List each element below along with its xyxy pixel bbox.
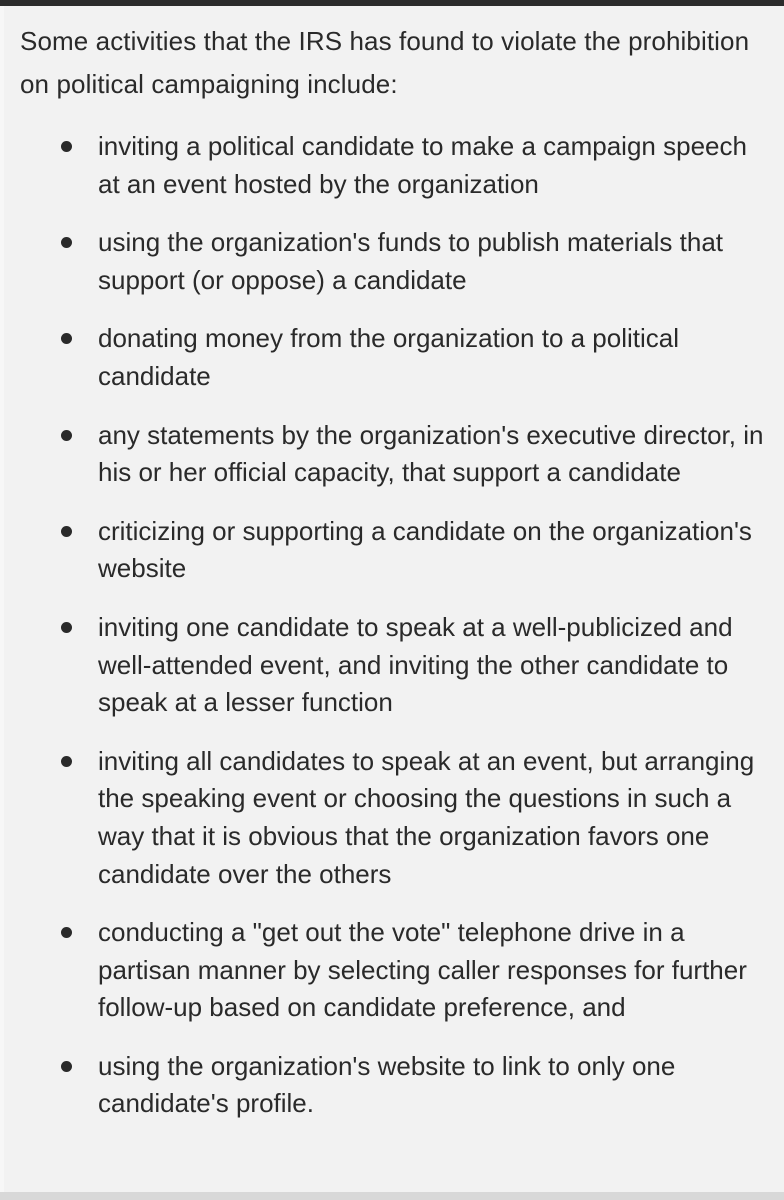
- list-item: [4, 914, 784, 1027]
- bullet-icon: [61, 237, 72, 248]
- list-item: [4, 224, 784, 299]
- bullet-icon: [61, 141, 72, 152]
- list-item: [4, 609, 784, 722]
- list-item: [4, 1048, 784, 1123]
- bullet-icon: [61, 526, 72, 537]
- list-item-text: using the organization's funds to publish materials that support (or oppose) a candidate: [98, 227, 724, 295]
- bullet-icon: [61, 1061, 72, 1072]
- list-item-text: inviting all candidates to speak at an event, but arranging the speaking event or choosing the questions in such a way that it is obvious that the organization favors one candidate over the others: [98, 745, 755, 889]
- intro-paragraph: Some activities that the IRS has found to violate the prohibition on political campaigning include:: [20, 26, 750, 99]
- list-item: [4, 743, 784, 893]
- list-item-text: donating money from the organization to a political candidate: [98, 323, 680, 391]
- prohibited-activities-list: [4, 128, 784, 1144]
- list-item-text: using the organization's website to link to only one candidate's profile.: [98, 1050, 676, 1119]
- bullet-icon: [61, 927, 72, 938]
- list-item-text: inviting one candidate to speak at a well-publicized and well-attended event, and inviting the other candidate to speak at a lesser function: [98, 611, 733, 718]
- list-item-text: any statements by the organization's executive director, in his or her official capacity, that support a candidate: [98, 419, 764, 488]
- bullet-icon: [61, 622, 72, 633]
- list-item: [4, 513, 784, 588]
- list-item: [4, 320, 784, 395]
- article-excerpt: [0, 6, 784, 1192]
- list-item-text: conducting a "get out the vote" telephone drive in a partisan manner by selecting caller responses for further follow-up based on candidate preference, and: [98, 917, 747, 1023]
- list-item: [4, 128, 784, 203]
- list-item-text: inviting a political candidate to make a campaign speech at an event hosted by the organization: [98, 131, 747, 199]
- bullet-icon: [61, 430, 72, 441]
- bullet-icon: [61, 756, 72, 767]
- bullet-icon: [61, 333, 72, 344]
- list-item: [4, 417, 784, 492]
- bottom-edge-strip: [0, 1192, 784, 1200]
- list-item-text: criticizing or supporting a candidate on the organization's website: [98, 515, 752, 584]
